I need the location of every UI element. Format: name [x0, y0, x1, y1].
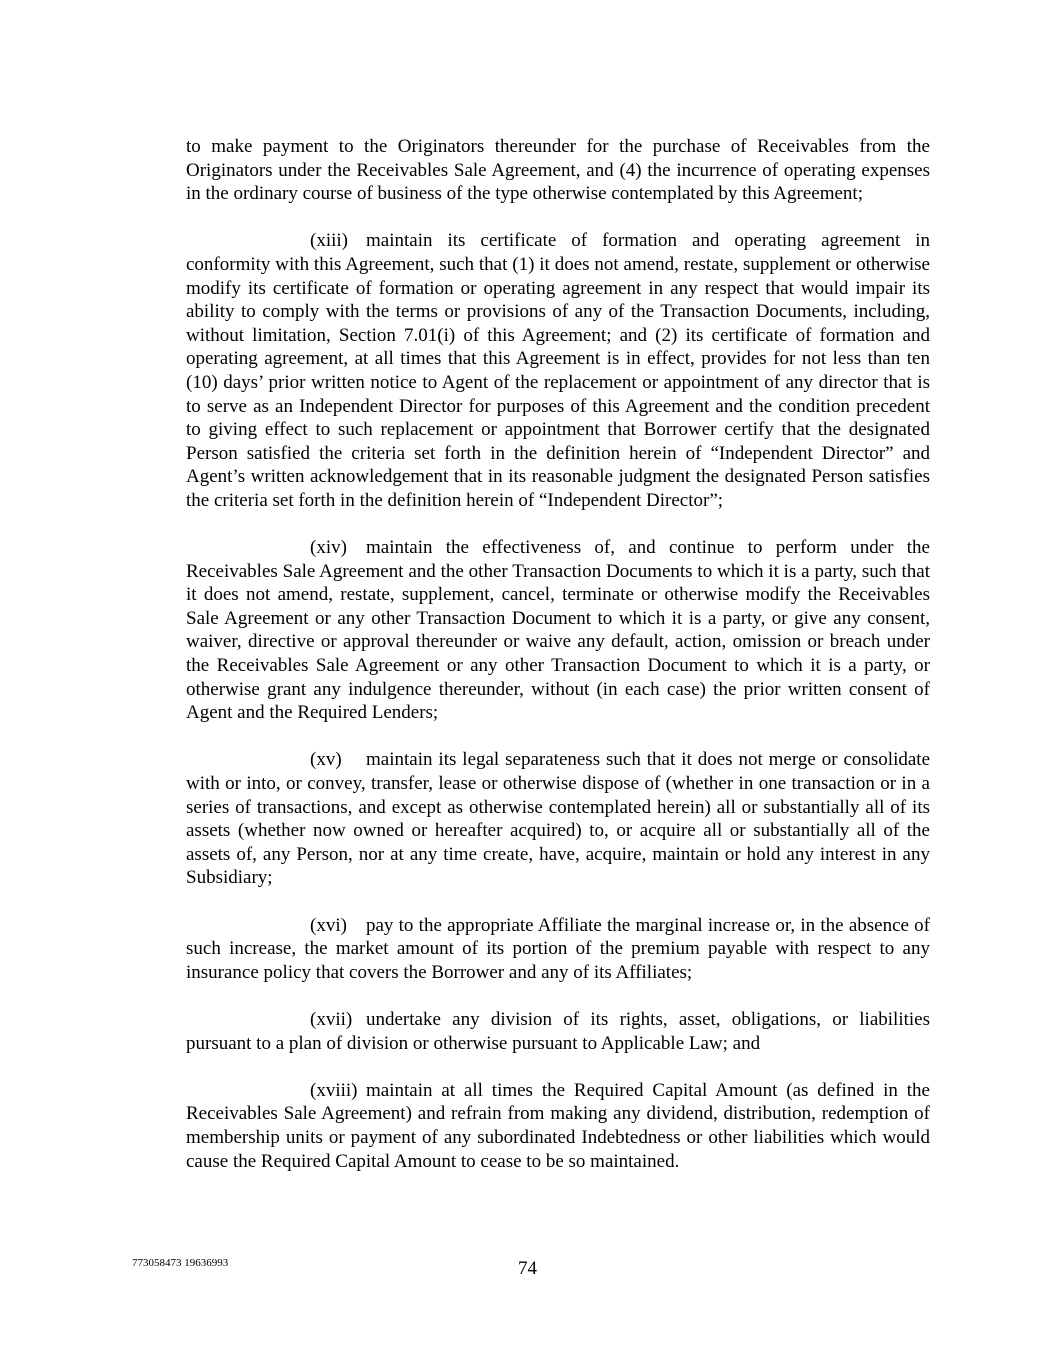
clause-number: (xvii): [310, 1008, 353, 1030]
clause-number: (xiv): [310, 537, 347, 559]
clause-number: (xv): [310, 749, 342, 771]
continuation-paragraph: to make payment to the Originators thereunder for the purchase of Receivables from the Originators under the Receivables Sale Agreement, and (4) the incurrence of operating expenses in the ordinary course of business of the type otherwise contemplated by this Agreement;: [186, 136, 930, 205]
clause-xiv: [186, 536, 930, 725]
clause-xv: [186, 748, 930, 890]
clause-text: maintain the effectiveness of, and continue to perform under the Receivables Sale Agreement and the other Transaction Documents to which it is a party, such that it does not amend, restate, supplement, cancel, terminate or otherwise modify the Receivables Sale Agreement or any other Transaction Document to which it is a party, or give any consent, waiver, directive or approval thereunder or waive any default, action, omission or breach under the Receivables Sale Agreement or any other Transaction Document to which it is a party, or otherwise grant any indulgence thereunder, without (in each case) the prior written consent of Agent and the Required Lenders;: [186, 537, 930, 724]
clause-xvii: [186, 1008, 930, 1055]
page-number: 74: [518, 1258, 537, 1279]
clause-number: (xiii): [310, 230, 348, 252]
clause-text: undertake any division of its rights, asset, obligations, or liabilities pursuant to a plan of division or otherwise pursuant to Applicable Law; and: [186, 1008, 930, 1054]
clause-text: pay to the appropriate Affiliate the marginal increase or, in the absence of such increase, the market amount of its portion of the premium payable with respect to any insurance policy that covers the Borrower and any of its Affiliates;: [186, 914, 930, 983]
clause-text: maintain its certificate of formation and operating agreement in conformity with this Agreement, such that (1) it does not amend, restate, supplement or otherwise modify its certificate of formation or operating agreement in any respect that would impair its ability to comply with the terms or provisions of any of the Transaction Documents, including, without limitation, Section 7.01(i) of this Agreement; and (2) its certificate of formation and operating agreement, at all times that this Agreement is in effect, provides for not less than ten (10) days’ prior written notice to Agent of the replacement or appointment of any director that is to serve as an Independent Director for purposes of this Agreement and the condition precedent to giving effect to such replacement or appointment that Borrower certify that the designated Person satisfied the criteria set forth in the definition herein of “Independent Director” and Agent’s written acknowledgement that in its reasonable judgment the designated Person satisfies the criteria set forth in the definition herein of “Independent Director”;: [186, 230, 930, 511]
clause-xiii: [186, 229, 930, 512]
clause-xvi: [186, 914, 930, 985]
clause-text: maintain its legal separateness such that it does not merge or consolidate with or into, or convey, transfer, lease or otherwise dispose of (whether in one transaction or in a series of transactions, and except as otherwise contemplated herein) all or substantially all of its assets (whether now owned or hereafter acquired) to, or acquire all or substantially all of the assets of, any Person, nor at any time create, have, acquire, maintain or hold any interest in any Subsidiary;: [186, 749, 930, 889]
clause-xviii: [186, 1079, 930, 1173]
clause-number: (xvi): [310, 914, 347, 936]
document-id: 773058473 19636993: [132, 1257, 229, 1269]
clause-number: (xviii): [310, 1079, 358, 1101]
document-body: [186, 135, 930, 1197]
clause-text: maintain at all times the Required Capital Amount (as defined in the Receivables Sale Agreement) and refrain from making any dividend, distribution, redemption of membership units or payment of any subordinated Indebtedness or other liabilities which would cause the Required Capital Amount to cease to be so maintained.: [186, 1079, 930, 1172]
